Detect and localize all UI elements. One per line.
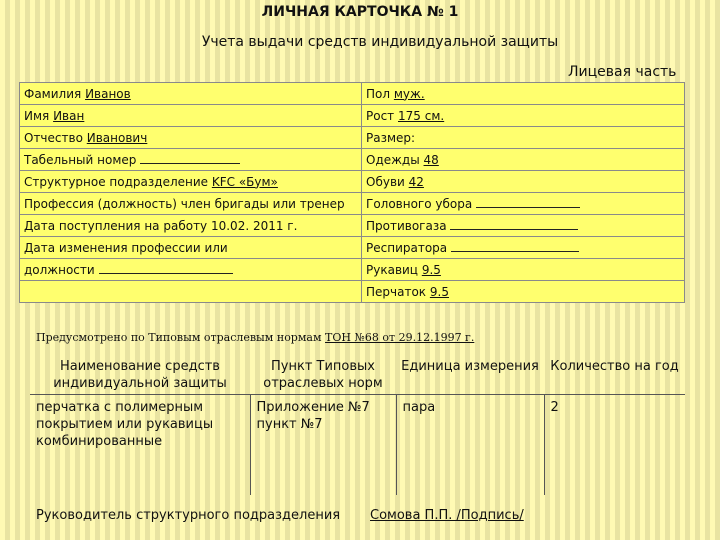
table-row (20, 127, 685, 149)
patronymic-value: Иванович (86, 130, 148, 145)
shoes-size-value: 42 (408, 174, 424, 189)
item-name: перчатка с полимерным покрытием или рукавицы комбинированные (30, 395, 250, 495)
table-row (20, 237, 685, 259)
table-row (20, 259, 685, 281)
gloves-size-cell: Перчаток 9.5 (362, 281, 685, 303)
table-row (20, 215, 685, 237)
item-quantity: 2 (550, 400, 559, 415)
table-row (20, 281, 685, 303)
hire-date-cell: Дата поступления на работу 10.02. 2011 г. (20, 215, 362, 237)
position-change-cell: должности (20, 259, 362, 281)
table-row (20, 171, 685, 193)
column-header: Единица измерения (396, 356, 544, 395)
item-unit: пара (396, 395, 544, 495)
gasmask-size-cell: Противогаза (362, 215, 685, 237)
card-title: ЛИЧНАЯ КАРТОЧКА № 1 (261, 4, 459, 20)
item-norm-point: Приложение №7 пункт №7 (250, 395, 396, 495)
department-cell: Структурное подразделение KFC «Бум» (20, 171, 362, 193)
column-header: Пункт Типовых отраслевых норм (250, 356, 396, 395)
surname-value: Иванов (85, 86, 131, 101)
name-value: Иван (53, 108, 85, 123)
shoes-size-cell: Обуви 42 (362, 171, 685, 193)
norms-reference: Предусмотрено по Типовым отраслевым нормам ТОН №68 от 29.12.1997 г. (36, 331, 475, 344)
column-header: Количество на год (544, 356, 685, 395)
manager-signature: Сомова П.П. /Подпись/ (370, 508, 524, 523)
ppe-items-table (30, 356, 685, 495)
clothes-size-value: 48 (423, 152, 439, 167)
name-cell: Имя Иван (20, 105, 362, 127)
mittens-size-cell: Рукавиц 9.5 (362, 259, 685, 281)
front-side-label: Лицевая часть (568, 64, 677, 80)
personal-card-table (19, 82, 685, 303)
height-value: 175 см. (398, 108, 445, 123)
respirator-blank (451, 240, 579, 252)
table-header-row (30, 356, 685, 395)
department-value: KFC «Бум» (211, 174, 278, 189)
table-row (30, 395, 685, 495)
column-header: Наименование средств индивидуальной защиты (30, 356, 250, 395)
mittens-size-value: 9.5 (421, 262, 441, 277)
card-subtitle: Учета выдачи средств индивидуальной защиты (201, 34, 559, 50)
empty-cell (20, 281, 362, 303)
sex-cell: Пол муж. (362, 83, 685, 105)
surname-cell: Фамилия Иванов (20, 83, 362, 105)
patronymic-cell: Отчество Иванович (20, 127, 362, 149)
manager-label: Руководитель структурного подразделения (36, 508, 341, 523)
tab-number-cell: Табельный номер (20, 149, 362, 171)
table-row (20, 149, 685, 171)
table-row (20, 105, 685, 127)
table-row (20, 83, 685, 105)
gasmask-blank (450, 218, 578, 230)
sex-value: муж. (393, 86, 425, 101)
headwear-blank (476, 196, 580, 208)
clothes-size-cell: Одежды 48 (362, 149, 685, 171)
headwear-size-cell: Головного убора (362, 193, 685, 215)
table-row (20, 193, 685, 215)
tab-number-blank (140, 152, 240, 164)
profession-cell: Профессия (должность) член бригады или тренер (20, 193, 362, 215)
norms-document: ТОН №68 от 29.12.1997 г. (325, 331, 475, 344)
respirator-size-cell: Респиратора (362, 237, 685, 259)
gloves-size-value: 9.5 (429, 284, 449, 299)
profession-change-cell: Дата изменения профессии или (20, 237, 362, 259)
position-change-blank (99, 262, 233, 274)
height-cell: Рост 175 см. (362, 105, 685, 127)
size-cell: Размер: (362, 127, 685, 149)
